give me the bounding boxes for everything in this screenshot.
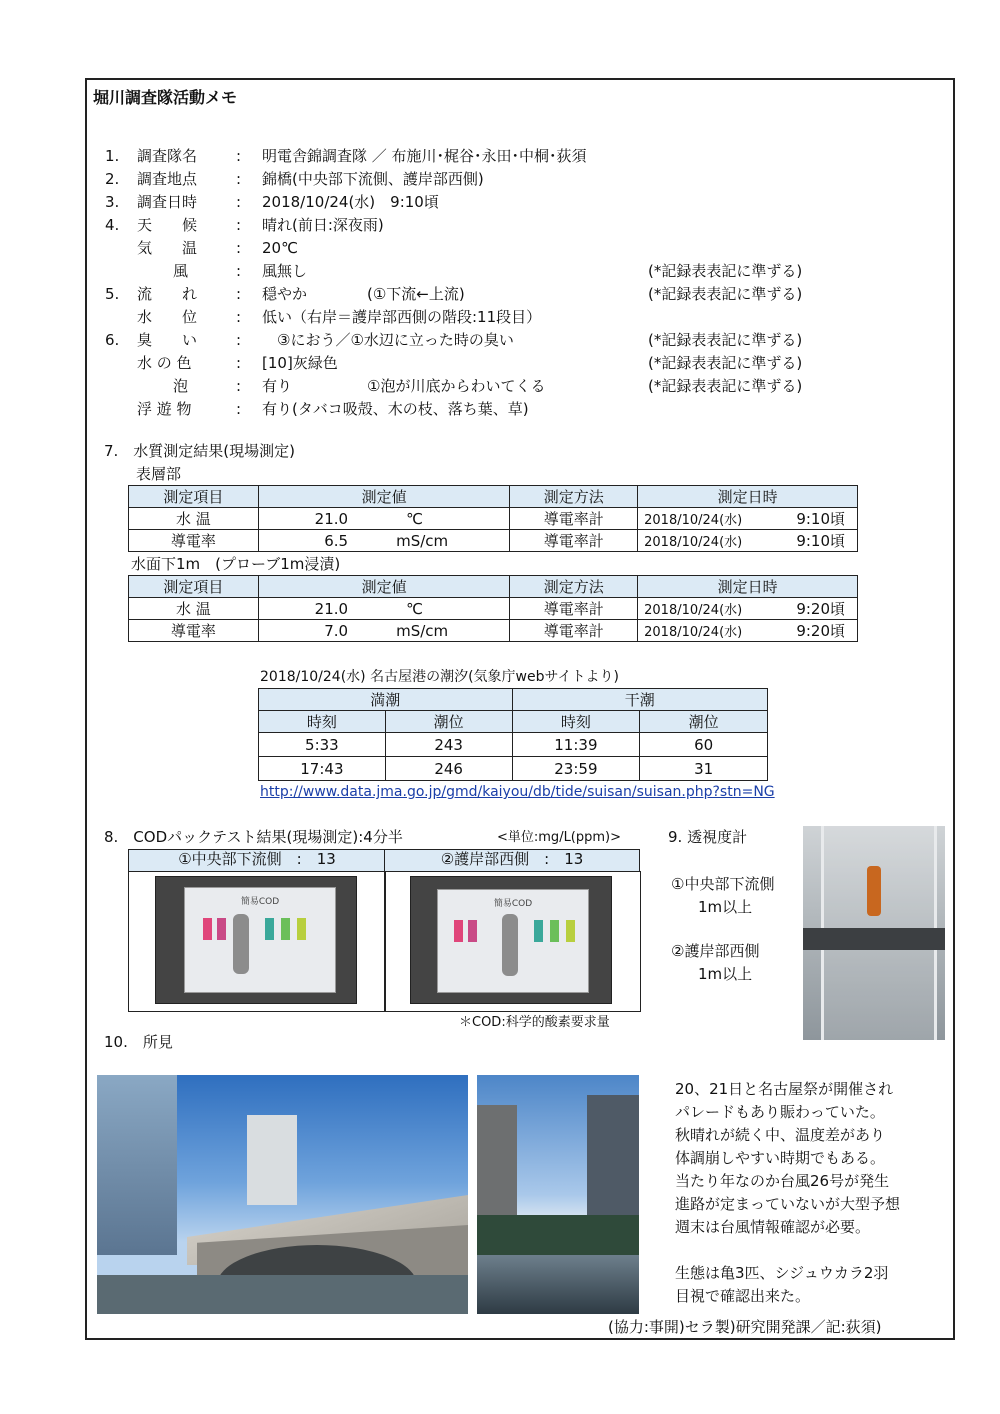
table-row <box>129 598 858 620</box>
col-level: 潮位 <box>640 711 768 733</box>
findings-line: パレードもあり賑わっていた。 <box>675 1103 885 1121</box>
transparency-heading: 9. 透視度計 <box>668 828 748 846</box>
item-note: (*記録表表記に準ずる) <box>648 331 803 349</box>
cell-time: 9:10頃 <box>778 530 858 552</box>
swatch <box>566 920 575 942</box>
cell-value: 21.0 <box>258 598 358 620</box>
item-value: ③におう／①水辺に立った時の臭い <box>262 331 514 349</box>
swatch <box>203 918 212 940</box>
item-colon: : <box>236 400 242 418</box>
cod-right-label: ②護岸部西側 : 13 <box>384 849 640 872</box>
item-colon: : <box>236 308 242 326</box>
tide-header-row <box>259 711 768 733</box>
header-item: 測定項目 <box>129 576 259 598</box>
swatch <box>534 920 543 942</box>
findings-line: 目視で確認出来た。 <box>675 1287 811 1305</box>
item-number: 3. <box>105 193 120 211</box>
cell-time: 9:10頃 <box>778 508 858 530</box>
cell-method: 導電率計 <box>510 598 638 620</box>
building-left <box>97 1075 177 1255</box>
item-colon: : <box>236 147 242 165</box>
item-note: (*記録表表記に準ずる) <box>648 377 803 395</box>
cell-value: 21.0 <box>258 508 358 530</box>
item-value: 錦橋(中央部下流側、護岸部西側) <box>262 170 484 188</box>
cod-card-title: 簡易COD <box>240 897 280 907</box>
item-label: 水 の 色 <box>137 354 192 372</box>
transparency-p1-value: 1m以上 <box>698 898 753 916</box>
cell-item: 導電率 <box>129 620 259 642</box>
cell-method: 導電率計 <box>510 530 638 552</box>
building-mid <box>247 1115 297 1205</box>
transparency-p2-value: 1m以上 <box>698 965 753 983</box>
item-colon: : <box>236 193 242 211</box>
header-method: 測定方法 <box>510 486 638 508</box>
cell-date: 2018/10/24(水) <box>638 620 778 642</box>
cod-unit: <単位:mg/L(ppm)> <box>497 830 622 845</box>
header-value: 測定値 <box>258 576 510 598</box>
item-number: 2. <box>105 170 120 188</box>
test-tube <box>233 914 249 974</box>
swatch <box>550 920 559 942</box>
table-row <box>259 757 768 781</box>
depth-table <box>128 575 858 642</box>
findings-line: 当たり年なのか台風26号が発生 <box>675 1172 890 1190</box>
river-photo <box>477 1075 639 1314</box>
item-colon: : <box>236 216 242 234</box>
cell: 246 <box>385 757 512 781</box>
findings-line: 生態は亀3匹、シジュウカラ2羽 <box>675 1264 889 1282</box>
item-label: 調査日時 <box>137 193 198 211</box>
depth-header-row <box>129 576 858 598</box>
swatch <box>297 918 306 940</box>
cell-item: 導電率 <box>129 530 259 552</box>
high-tide-label: 満潮 <box>259 689 513 711</box>
item-label: 天 候 <box>137 216 198 234</box>
cell-method: 導電率計 <box>510 508 638 530</box>
findings-line <box>675 1239 900 1262</box>
table-row <box>129 530 858 552</box>
item-colon: : <box>236 170 242 188</box>
depth-label: 水面下1m (プローブ1m浸漬) <box>131 555 341 573</box>
item-label: 調査隊名 <box>137 147 198 165</box>
cell-unit: mS/cm <box>358 530 510 552</box>
bridge-photo <box>97 1075 468 1314</box>
river-water <box>477 1255 639 1314</box>
tide-table <box>258 688 768 781</box>
transparency-p2-label: ②護岸部西側 <box>671 942 760 960</box>
footer-credit: (協力:事開)セラ製)研究開発課／記:荻須) <box>608 1318 882 1336</box>
col-time: 時刻 <box>259 711 386 733</box>
cod-card <box>437 889 589 993</box>
cell: 5:33 <box>259 733 386 757</box>
item-value: 晴れ(前日:深夜雨) <box>262 216 384 234</box>
item-colon: : <box>236 285 242 303</box>
meter-clamp <box>803 928 945 950</box>
item-value: 明電舎錦調査隊 ／ 布施川･梶谷･永田･中桐･荻須 <box>262 147 587 165</box>
header-value: 測定値 <box>258 486 510 508</box>
item-number: 4. <box>105 216 120 234</box>
col-time: 時刻 <box>512 711 640 733</box>
col-level: 潮位 <box>385 711 512 733</box>
findings-line: 進路が定まっていないが大型予想 <box>675 1195 901 1213</box>
item-value: 有り(タバコ吸殻、木の枝、落ち葉、草) <box>262 400 529 418</box>
cell-unit: ℃ <box>358 508 510 530</box>
cell-date: 2018/10/24(水) <box>638 598 778 620</box>
header-item: 測定項目 <box>129 486 259 508</box>
test-tube <box>502 914 518 976</box>
transparency-photo <box>803 826 945 1040</box>
item-number: 5. <box>105 285 120 303</box>
item-value: 低い（右岸＝護岸部西側の階段:11段目） <box>262 308 542 326</box>
findings-line: 20、21日と名古屋祭が開催され <box>675 1080 894 1098</box>
cell-item: 水 温 <box>129 508 259 530</box>
cell-time: 9:20頃 <box>778 620 858 642</box>
findings-heading: 10. 所見 <box>104 1033 173 1051</box>
page-title: 堀川調査隊活動メモ <box>93 88 238 107</box>
item-value: 2018/10/24(水) 9:10頃 <box>262 193 439 211</box>
cell-value: 7.0 <box>258 620 358 642</box>
cell-value: 6.5 <box>258 530 358 552</box>
header-datetime: 測定日時 <box>638 576 858 598</box>
cod-photo-left <box>155 876 357 1004</box>
swatch <box>281 918 290 940</box>
item-label: 風 <box>173 262 189 280</box>
cod-card-title: 簡易COD <box>493 899 533 909</box>
swatch <box>454 920 463 942</box>
item-note: (*記録表表記に準ずる) <box>648 285 803 303</box>
surface-header-row <box>129 486 858 508</box>
findings-line: 体調崩しやすい時期でもある。 <box>675 1149 886 1167</box>
cell-unit: mS/cm <box>358 620 510 642</box>
low-tide-label: 干潮 <box>512 689 768 711</box>
item-value: 有り ①泡が川底からわいてくる <box>262 377 546 395</box>
cell: 11:39 <box>512 733 640 757</box>
item-label: 調査地点 <box>137 170 198 188</box>
item-value: 穏やか (①下流←上流) <box>262 285 465 303</box>
tide-group-row <box>259 689 768 711</box>
surface-table <box>128 485 858 552</box>
water-quality-heading: 7. 水質測定結果(現場測定) <box>104 442 296 460</box>
jma-link[interactable]: http://www.data.jma.go.jp/gmd/kaiyou/db/tide/suisan/suisan.php?stn=NG <box>260 784 775 800</box>
cod-card <box>184 887 336 993</box>
item-note: (*記録表表記に準ずる) <box>648 354 803 372</box>
cell-date: 2018/10/24(水) <box>638 530 778 552</box>
item-note: (*記録表表記に準ずる) <box>648 262 803 280</box>
riverbank <box>97 1275 468 1314</box>
item-colon: : <box>236 331 242 349</box>
item-value: 20℃ <box>262 239 298 257</box>
cell-date: 2018/10/24(水) <box>638 508 778 530</box>
item-label: 臭 い <box>137 331 198 349</box>
item-colon: : <box>236 262 242 280</box>
cell: 17:43 <box>259 757 386 781</box>
tide-title: 2018/10/24(水) 名古屋港の潮汐(気象庁webサイトより) <box>260 669 619 685</box>
transparency-p1-label: ①中央部下流側 <box>671 875 775 893</box>
table-row <box>129 508 858 530</box>
cell: 31 <box>640 757 768 781</box>
item-value: [10]灰緑色 <box>262 354 338 372</box>
item-colon: : <box>236 354 242 372</box>
table-row <box>259 733 768 757</box>
item-number: 1. <box>105 147 120 165</box>
cell-method: 導電率計 <box>510 620 638 642</box>
cod-photo-right <box>410 876 612 1004</box>
swatch <box>265 918 274 940</box>
item-label: 泡 <box>173 377 189 395</box>
cod-footnote: ＊COD:科学的酸素要求量 <box>459 1015 610 1030</box>
item-colon: : <box>236 239 242 257</box>
cell-unit: ℃ <box>358 598 510 620</box>
cod-heading: 8. CODパックテスト結果(現場測定):4分半 <box>104 828 403 846</box>
meter-marker <box>867 866 881 916</box>
item-value: 風無し <box>262 262 308 280</box>
cell: 23:59 <box>512 757 640 781</box>
cell: 243 <box>385 733 512 757</box>
cod-left-label: ①中央部下流側 : 13 <box>128 849 386 872</box>
findings-line: 秋晴れが続く中、温度差があり <box>675 1126 886 1144</box>
findings-line: 週末は台風情報確認が必要。 <box>675 1218 871 1236</box>
item-label: 浮 遊 物 <box>137 400 192 418</box>
cell-item: 水 温 <box>129 598 259 620</box>
swatch <box>468 920 477 942</box>
cell-time: 9:20頃 <box>778 598 858 620</box>
item-label: 流 れ <box>137 285 198 303</box>
surface-label: 表層部 <box>136 465 182 483</box>
header-datetime: 測定日時 <box>638 486 858 508</box>
swatch <box>217 918 226 940</box>
cell: 60 <box>640 733 768 757</box>
item-colon: : <box>236 377 242 395</box>
findings-text <box>675 1078 900 1308</box>
item-number: 6. <box>105 331 120 349</box>
table-row <box>129 620 858 642</box>
item-label: 水 位 <box>137 308 198 326</box>
item-label: 気 温 <box>137 239 198 257</box>
header-method: 測定方法 <box>510 576 638 598</box>
